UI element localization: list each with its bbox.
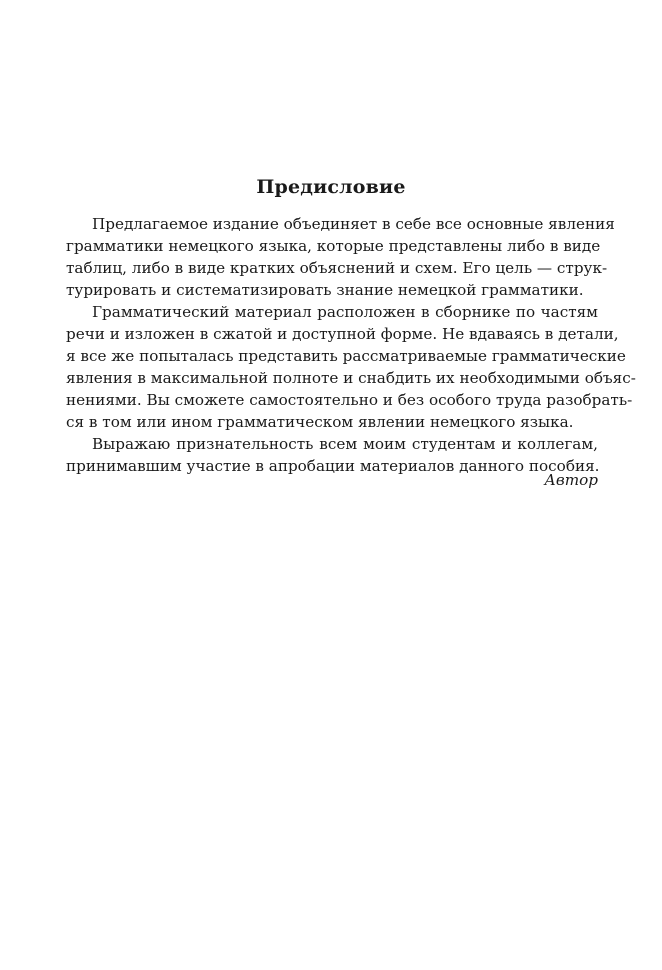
text-line: турировать и систематизировать знание немецкой грамматики. xyxy=(66,281,584,299)
text-line: Выражаю признательность всем моим студентам и коллегам, xyxy=(92,435,598,453)
author-signature: Автор xyxy=(544,471,598,489)
text-line: Грамматический материал расположен в сборнике по частям xyxy=(92,303,598,321)
page-title: Предисловие xyxy=(256,176,406,198)
text-line: принимавшим участие в апробации материалов данного пособия. xyxy=(66,457,600,475)
text-line: нениями. Вы сможете самостоятельно и без особого труда разобрать- xyxy=(66,391,633,409)
text-line: речи и изложен в сжатой и доступной форме. Не вдаваясь в детали, xyxy=(66,325,619,343)
text-line: ся в том или ином грамматическом явлении немецкого языка. xyxy=(66,413,574,431)
text-line: явления в максимальной полноте и снабдить их необходимыми объяс- xyxy=(66,369,636,387)
text-line: я все же попыталась представить рассматриваемые грамматические xyxy=(66,347,626,365)
text-line: грамматики немецкого языка, которые представлены либо в виде xyxy=(66,237,601,255)
text-line: таблиц, либо в виде кратких объяснений и схем. Его цель — струк- xyxy=(66,259,608,277)
text-line: Предлагаемое издание объединяет в себе все основные явления xyxy=(92,215,615,233)
